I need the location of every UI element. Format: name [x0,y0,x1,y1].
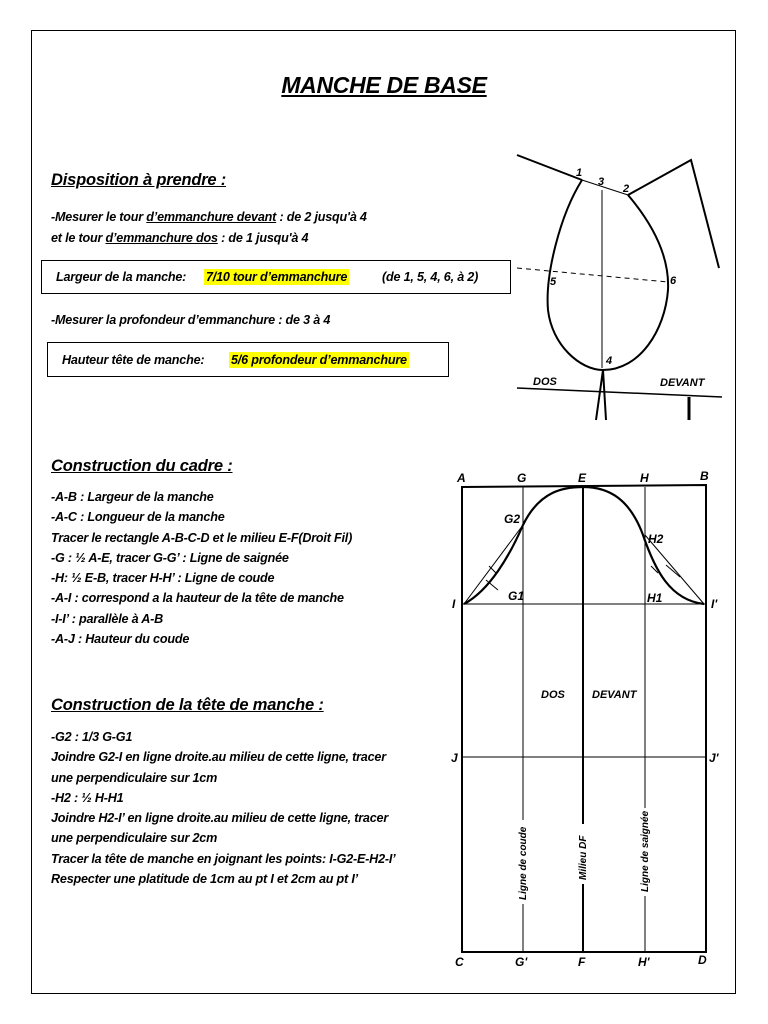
cadre-line: Tracer le rectangle A-B-C-D et le milieu E-F(Droit Fil) [51,530,353,545]
dos-label: DOS [533,376,557,388]
armhole-curve [548,180,668,370]
disposition-line-2: et le tour d’emmanchure dos : de 1 jusqu'à 4 [51,231,309,245]
label-j-prime: J' [709,751,719,765]
label-i: I [452,597,456,611]
cadre-line: -I-I’ : parallèle à A-B [51,611,164,626]
tete-line: Respecter une platitude de 1cm au pt I et 2cm au pt I’ [51,872,358,887]
cadre-line: -A-I : correspond a la hauteur de la tête de manche [51,591,344,606]
label-h1: H1 [647,591,663,605]
label-g: G [517,471,527,485]
sleeve-diagram [440,460,730,975]
tete-line: -H2 : ½ H-H1 [51,790,124,805]
tete-line: une perpendiculaire sur 1cm [51,770,218,785]
label-h: H [640,471,649,485]
sleeve-width-label: Largeur de la manche: [56,270,187,284]
sleeve-width-box [41,260,511,294]
label-g-prime: G' [515,955,528,969]
point-5: 5 [550,276,557,288]
label-h-prime: H' [638,955,650,969]
milieu-df-label: Milieu DF [578,835,589,880]
sleeve-devant-label: DEVANT [592,689,637,701]
label-g2: G2 [504,512,521,526]
tete-line: Joindre G2-I en ligne droite.au milieu de cette ligne, tracer [51,750,386,765]
width-line [517,268,668,282]
label-i-prime: I' [711,597,718,611]
tete-line: Joindre H2-I’ en ligne droite.au milieu de cette ligne, tracer [51,811,389,826]
page-title: MANCHE DE BASE [281,72,487,98]
cadre-line: -A-J : Hauteur du coude [51,632,190,647]
cadre-line: -A-C : Longueur de la manche [51,510,225,525]
label-c: C [455,955,464,969]
back-shoulder-line [517,155,582,180]
disposition-line-3: -Mesurer la profondeur d’emmanchure : de 3 à 4 [51,313,331,327]
label-g1: G1 [508,589,525,603]
sleeve-cap-height-label: Hauteur tête de manche: [62,352,205,367]
ligne-coude-label: Ligne de coude [518,826,529,900]
point-4: 4 [606,355,613,367]
waist-line [517,388,722,397]
label-a: A [457,471,466,485]
tete-instructions [51,727,395,889]
point-3: 3 [598,176,605,188]
tete-line: Tracer la tête de manche en joignant les points: I-G2-E-H2-I’ [51,851,396,866]
disposition-line-1: -Mesurer le tour d’emmanchure devant : de 2 jusqu'à 4 [51,210,367,224]
sleeve-dos-label: DOS [541,689,565,701]
sleeve-width-value: 7/10 tour d’emmanchure [206,270,348,284]
sleeve-cap-height-box [47,342,449,377]
cadre-instructions [51,487,352,649]
shoulder-gap [582,180,628,195]
label-f: F [578,955,586,969]
armhole-diagram [510,150,730,425]
label-h2: H2 [648,532,664,546]
perp-h [666,565,680,577]
label-b: B [700,469,709,483]
label-e: E [578,471,587,485]
label-d: D [698,953,707,967]
label-j: J [451,751,458,765]
point-1: 1 [576,167,583,179]
sleeve-cap-height-value: 5/6 profondeur d’emmanchure [231,352,407,367]
center-ties [596,370,606,420]
tete-heading: Construction de la tête de manche : [51,696,324,714]
cadre-heading: Construction du cadre : [51,457,233,475]
devant-label: DEVANT [660,377,705,389]
cadre-line: -H: ½ E-B, tracer H-H’ : Ligne de coude [51,571,275,586]
disposition-heading: Disposition à prendre : [51,171,227,189]
tete-line: une perpendiculaire sur 2cm [51,831,218,846]
tete-line: -G2 : 1/3 G-G1 [51,730,133,744]
point-6: 6 [670,275,677,287]
cadre-line: -G : ½ A-E, tracer G-G’ : Ligne de saignée [51,550,289,565]
ligne-saignee-label: Ligne de saignée [640,810,651,892]
sleeve-width-extra: (de 1, 5, 4, 6, à 2) [382,270,479,284]
point-2: 2 [623,183,630,195]
cadre-line: -A-B : Largeur de la manche [51,490,214,504]
